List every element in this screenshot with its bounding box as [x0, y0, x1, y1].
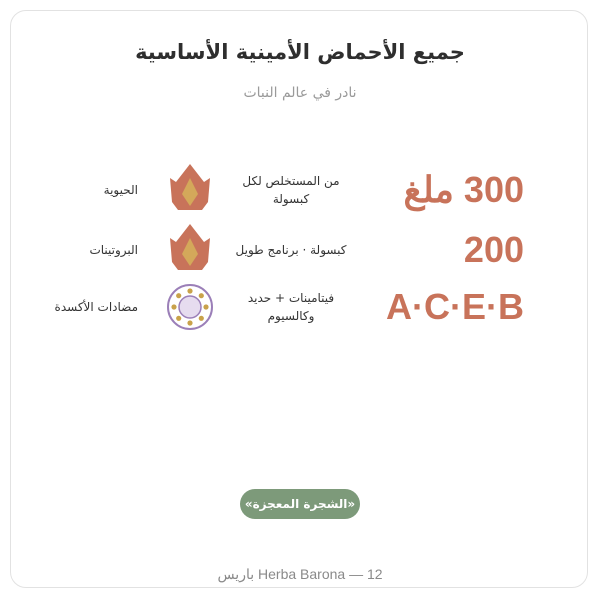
miracle-tree-badge: «الشجرة المعجزة»	[240, 489, 360, 519]
benefit-description: من المستخلص لكل كبسولة	[242, 174, 340, 206]
benefit-description: فيتامينات + حديد وكالسيوم	[247, 291, 335, 323]
wheat-leaf-icon	[166, 162, 214, 218]
benefit-label: الحيوية	[103, 183, 138, 197]
benefit-label: البروتينات	[89, 243, 138, 257]
page-title: جميع الأحماض الأمينية الأساسية	[135, 40, 465, 64]
page-subtitle: نادر في عالم النبات	[243, 85, 357, 101]
benefit-value: A·C·E·B	[386, 286, 524, 327]
wheat-leaf-icon	[166, 222, 214, 278]
benefit-value: 300 ملغ	[403, 169, 524, 210]
benefit-description: كبسولة · برنامج طويل	[235, 243, 347, 257]
benefit-value: 200	[463, 229, 524, 270]
benefit-row	[0, 220, 600, 280]
benefit-row	[0, 160, 600, 220]
benefit-row	[0, 277, 600, 337]
footer-credit: Herba Barona — 12 باريس	[217, 566, 383, 582]
benefit-label: مضادات الأكسدة	[54, 300, 138, 314]
vitamin-ring-icon	[166, 279, 214, 335]
